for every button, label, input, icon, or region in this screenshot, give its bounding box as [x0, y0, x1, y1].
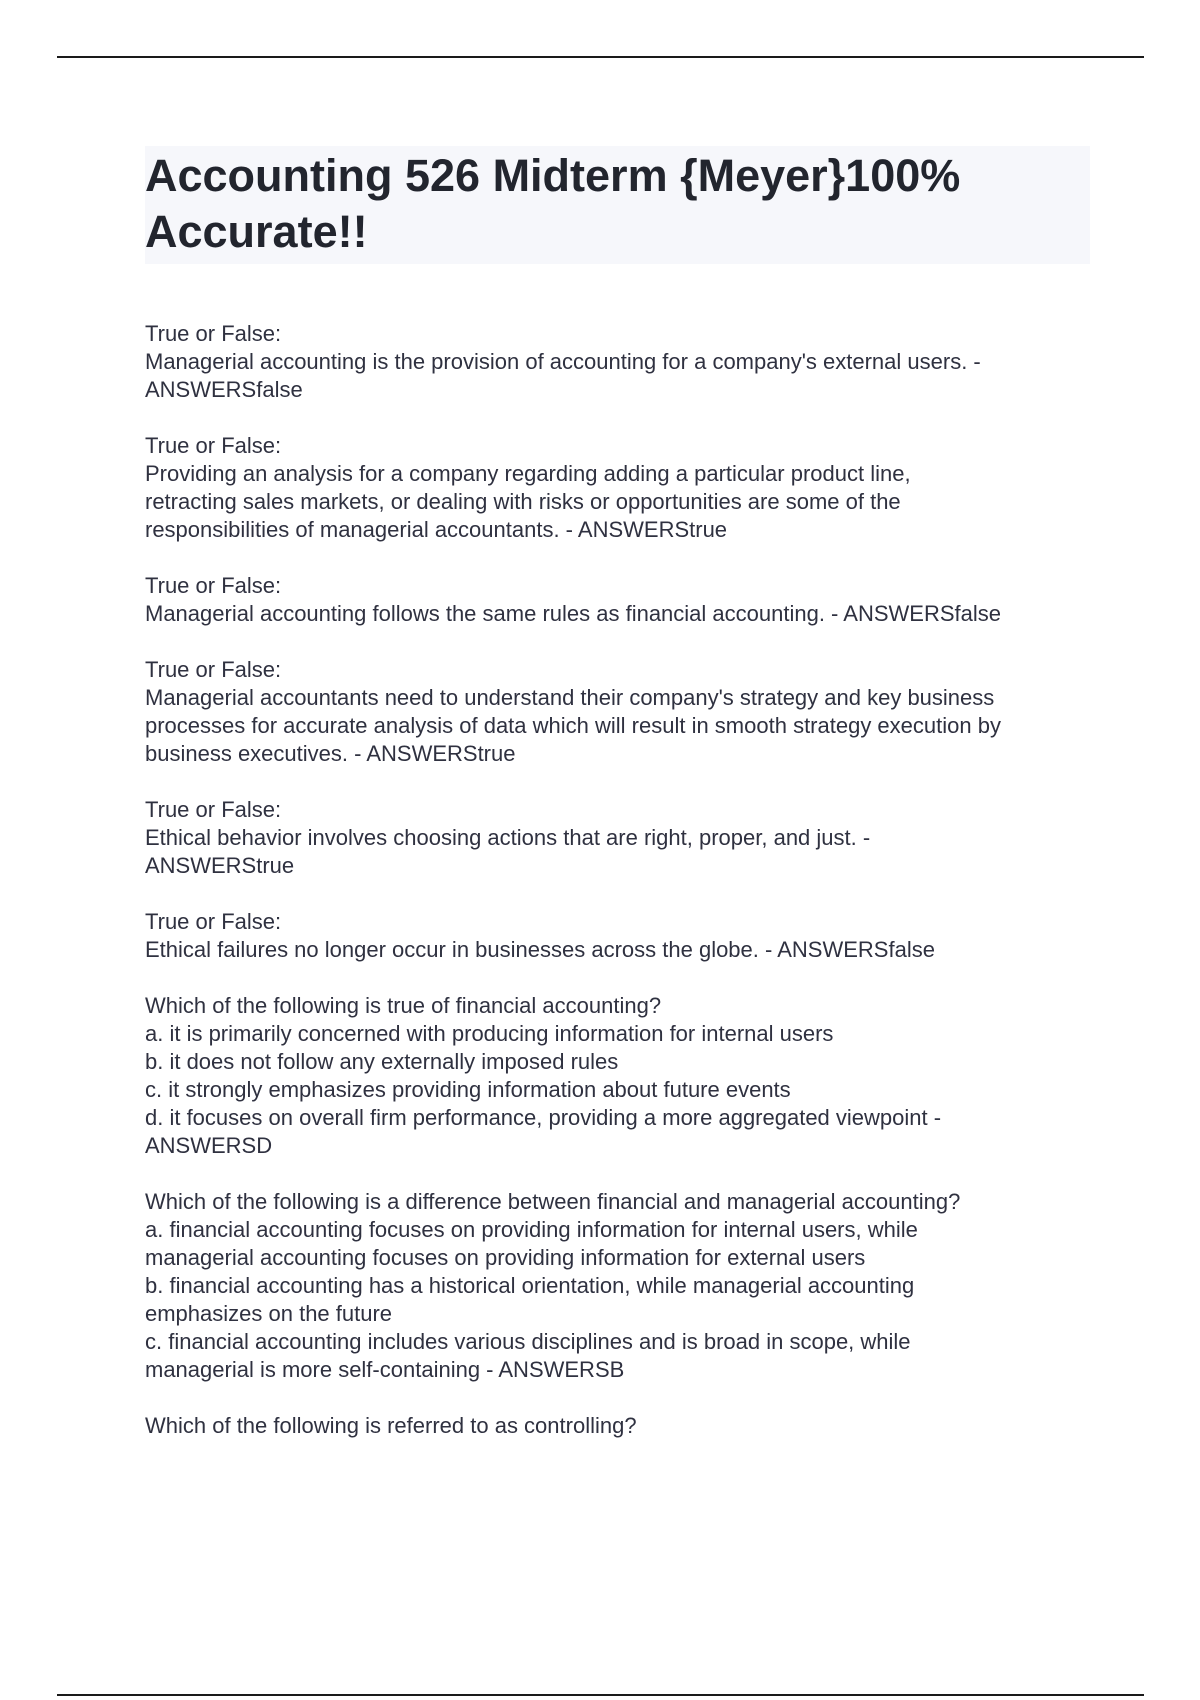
- qa-text-line: retracting sales markets, or dealing with risks or opportunities are some of the: [145, 489, 901, 514]
- document-content: [145, 146, 1090, 1468]
- title-line: Accounting 526 Midterm {Meyer}100%: [145, 150, 961, 201]
- qa-text-line: processes for accurate analysis of data which will result in smooth strategy execution by: [145, 713, 1001, 738]
- qa-text-line: c. it strongly emphasizes providing information about future events: [145, 1077, 791, 1102]
- top-rule: [57, 56, 1144, 58]
- qa-text-line: Ethical failures no longer occur in businesses across the globe. - ANSWERSfalse: [145, 937, 935, 962]
- qa-text-line: Managerial accountants need to understand their company's strategy and key business: [145, 685, 995, 710]
- qa-text-line: c. financial accounting includes various disciplines and is broad in scope, while: [145, 1329, 911, 1354]
- qa-text-line: ANSWERSfalse: [145, 377, 303, 402]
- qa-text-line: responsibilities of managerial accountants. - ANSWERStrue: [145, 517, 728, 542]
- qa-question-line: True or False:: [145, 909, 282, 934]
- qa-text-line: ANSWERStrue: [145, 853, 295, 878]
- title-line: Accurate!!: [145, 206, 368, 257]
- qa-text-line: Managerial accounting follows the same rules as financial accounting. - ANSWERSfalse: [145, 601, 1001, 626]
- qa-item: [145, 572, 1090, 628]
- qa-question-line: Which of the following is true of financial accounting?: [145, 993, 662, 1018]
- qa-question-line: True or False:: [145, 797, 282, 822]
- qa-text-line: a. it is primarily concerned with producing information for internal users: [145, 1021, 834, 1046]
- qa-text-line: Providing an analysis for a company regarding adding a particular product line,: [145, 461, 911, 486]
- qa-item: [145, 796, 1090, 880]
- qa-item: [145, 432, 1090, 544]
- qa-text-line: managerial is more self-containing - ANSWERSB: [145, 1357, 625, 1382]
- qa-question-line: True or False:: [145, 657, 282, 682]
- qa-text-line: Ethical behavior involves choosing actions that are right, proper, and just. -: [145, 825, 871, 850]
- qa-text-line: Managerial accounting is the provision of accounting for a company's external users. -: [145, 349, 981, 374]
- qa-text-line: business executives. - ANSWERStrue: [145, 741, 516, 766]
- qa-item: [145, 1188, 1090, 1384]
- page-title: [145, 148, 1090, 260]
- qa-text-line: ANSWERSD: [145, 1133, 273, 1158]
- qa-question-line: True or False:: [145, 433, 282, 458]
- qa-item: [145, 1412, 1090, 1440]
- qa-list: [145, 320, 1090, 1440]
- qa-item: [145, 320, 1090, 404]
- qa-item: [145, 908, 1090, 964]
- bottom-rule: [57, 1694, 1144, 1696]
- qa-item: [145, 656, 1090, 768]
- qa-text-line: emphasizes on the future: [145, 1301, 393, 1326]
- qa-item: [145, 992, 1090, 1160]
- qa-text-line: d. it focuses on overall firm performance, providing a more aggregated viewpoint -: [145, 1105, 942, 1130]
- qa-text-line: b. financial accounting has a historical orientation, while managerial accounting: [145, 1273, 915, 1298]
- qa-question-line: True or False:: [145, 573, 282, 598]
- qa-text-line: a. financial accounting focuses on providing information for internal users, while: [145, 1217, 918, 1242]
- title-block: [145, 146, 1090, 264]
- qa-text-line: managerial accounting focuses on providing information for external users: [145, 1245, 866, 1270]
- qa-text-line: b. it does not follow any externally imposed rules: [145, 1049, 619, 1074]
- qa-question-line: Which of the following is referred to as controlling?: [145, 1413, 637, 1438]
- qa-question-line: True or False:: [145, 321, 282, 346]
- qa-question-line: Which of the following is a difference between financial and managerial accounting?: [145, 1189, 961, 1214]
